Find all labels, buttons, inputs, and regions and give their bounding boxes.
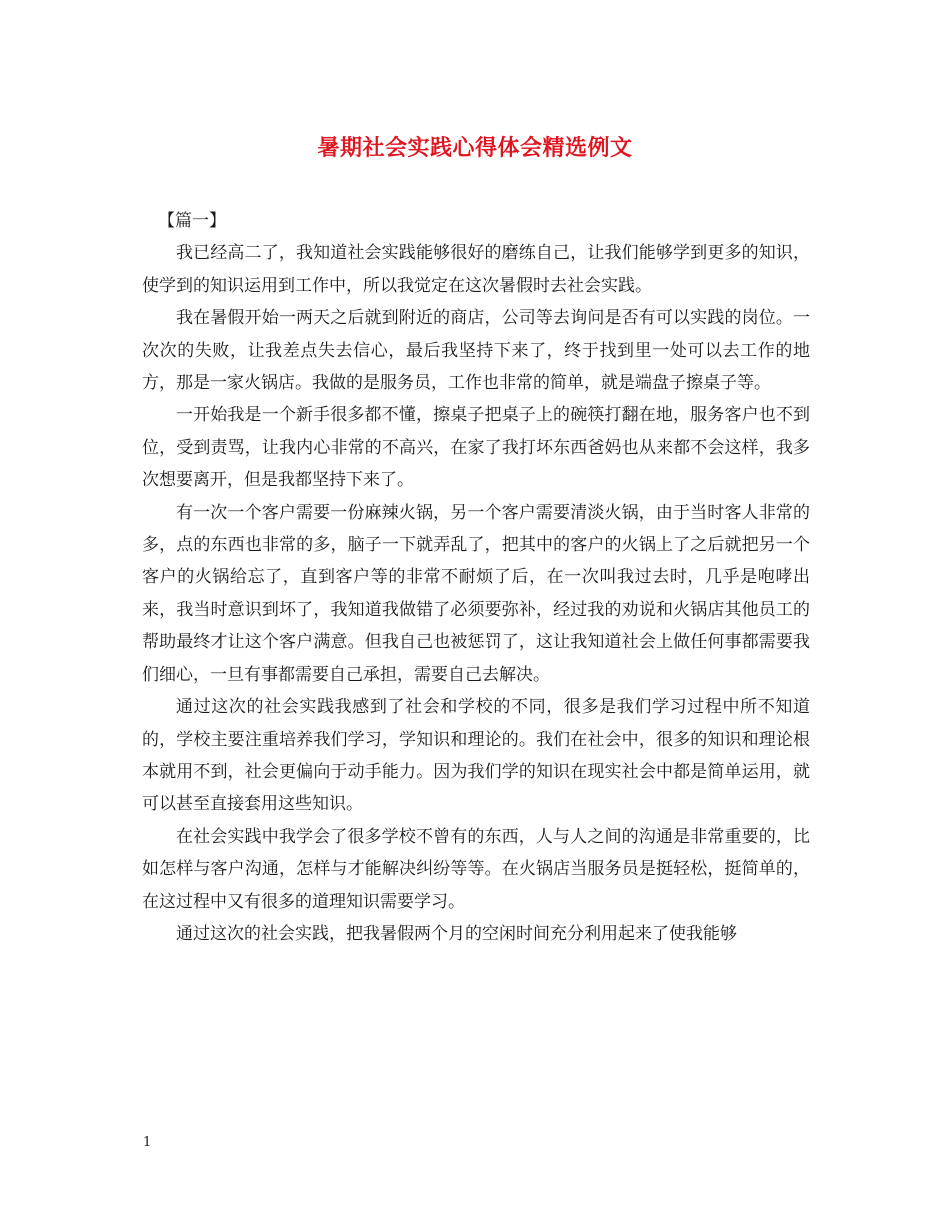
paragraph: 我已经高二了，我知道社会实践能够很好的磨练自己，让我们能够学到更多的知识，使学到的知识运用到工作中，所以我觉定在这次暑假时去社会实践。 — [142, 243, 810, 296]
document-body — [142, 205, 810, 950]
document-title: 暑期社会实践心得体会精选例文 — [317, 135, 633, 161]
paragraph: 有一次一个客户需要一份麻辣火锅，另一个客户需要清淡火锅，由于当时客人非常的多，点的东西也非常的多，脑子一下就弄乱了，把其中的客户的火锅上了之后就把另一个客户的火锅给忘了，直到客户等的非常不耐烦了后，在一次叫我过去时，几乎是咆哮出来，我当时意识到坏了，我知道我做错了必须要弥补，经过我的劝说和火锅店其他员工的帮助最终才让这个客户满意。但我自己也被惩罚了，这让我知道社会上做任何事都需要我们细心，一旦有事都需要自己承担，需要自己去解决。 — [142, 502, 810, 685]
section-label: 【篇一】 — [158, 211, 226, 231]
paragraph: 一开始我是一个新手很多都不懂，擦桌子把桌子上的碗筷打翻在地，服务客户也不到位，受到责骂，让我内心非常的不高兴，在家了我打坏东西爸妈也从来都不会这样，我多次想要离开，但是我都坚持下来了。 — [142, 405, 810, 491]
paragraph: 在社会实践中我学会了很多学校不曾有的东西，人与人之间的沟通是非常重要的，比如怎样与客户沟通，怎样与才能解决纠纷等等。在火锅店当服务员是挺轻松，挺简单的，在这过程中又有很多的道理知识需要学习。 — [142, 826, 810, 912]
paragraph: 通过这次的社会实践我感到了社会和学校的不同，很多是我们学习过程中所不知道的，学校主要注重培养我们学习，学知识和理论的。我们在社会中，很多的知识和理论根本就用不到，社会更偏向于动手能力。因为我们学的知识在现实社会中都是简单运用，就可以甚至直接套用这些知识。 — [142, 697, 810, 815]
paragraph: 我在暑假开始一两天之后就到附近的商店，公司等去询问是否有可以实践的岗位。一次次的失败，让我差点失去信心，最后我坚持下来了，终于找到里一处可以去工作的地方，那是一家火锅店。我做的是服务员，工作也非常的简单，就是端盘子擦桌子等。 — [142, 308, 810, 394]
page-number: 1 — [143, 1135, 152, 1150]
paragraph: 通过这次的社会实践，把我暑假两个月的空闲时间充分利用起来了使我能够 — [176, 923, 737, 944]
